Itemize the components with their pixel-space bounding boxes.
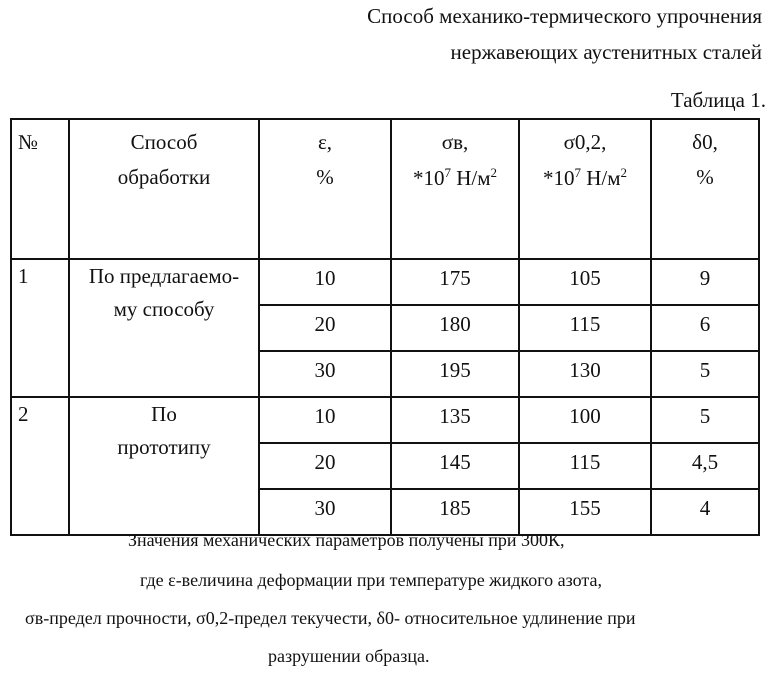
note-line-1: Значения механических параметров получены при 300К, [128, 530, 565, 550]
header-method [69, 119, 259, 259]
delta-cell: 4 [651, 489, 759, 535]
eps-cell: 30 [259, 489, 391, 535]
sigma-b-cell: 180 [391, 305, 519, 351]
sigma-02-cell: 100 [519, 397, 651, 443]
sigma-02-cell: 105 [519, 259, 651, 305]
document-title-line-2: нержавеющих аустенитных сталей [450, 40, 762, 64]
delta-cell: 9 [651, 259, 759, 305]
note-line-4: разрушении образца. [268, 646, 430, 666]
note-line-3: σв-предел прочности, σ0,2-предел текучести, δ0- относительное удлинение при [25, 608, 636, 628]
group-method-cell: По предлагаемо- му способу [69, 259, 259, 397]
header-method-line2: обработки [117, 165, 211, 189]
sigma-b-cell: 175 [391, 259, 519, 305]
document-title-line-1: Способ механико-термического упрочнения [367, 4, 762, 28]
results-table [10, 118, 760, 536]
header-sigma-b-unit: $*10^7$ $Н/м^2$ [412, 165, 498, 190]
eps-cell: 20 [259, 305, 391, 351]
note-line-2: где ε-величина деформации при температуре жидкого азота, [140, 570, 603, 590]
delta-cell: 6 [651, 305, 759, 351]
header-delta-line2: % [696, 165, 714, 189]
sigma-b-cell: 185 [391, 489, 519, 535]
header-epsilon-line1: ε, [317, 130, 333, 154]
sigma-02-cell: 115 [519, 305, 651, 351]
delta-cell: 5 [651, 351, 759, 397]
eps-cell: 10 [259, 259, 391, 305]
eps-cell: 20 [259, 443, 391, 489]
header-sigma-b [391, 119, 519, 259]
header-num: № [11, 119, 69, 259]
sigma-b-cell: 145 [391, 443, 519, 489]
header-delta [651, 119, 759, 259]
table-row [11, 259, 759, 305]
group-num-cell: 2 [11, 397, 69, 535]
header-epsilon-line2: % [316, 165, 334, 189]
delta-cell: 5 [651, 397, 759, 443]
sigma-b-cell: 135 [391, 397, 519, 443]
sigma-b-cell: 195 [391, 351, 519, 397]
sigma-02-cell: 155 [519, 489, 651, 535]
header-sigma-02-line1: σ0,2, [563, 130, 607, 154]
header-epsilon [259, 119, 391, 259]
header-sigma-02 [519, 119, 651, 259]
eps-cell: 30 [259, 351, 391, 397]
delta-cell: 4,5 [651, 443, 759, 489]
header-sigma-b-line1: σв, [441, 130, 469, 154]
header-sigma-02-unit: $*10^7$ $Н/м^2$ [542, 165, 628, 190]
header-method-line1: Способ [130, 130, 198, 154]
table-header-row [11, 119, 759, 259]
header-delta-line1: δ0, [692, 130, 718, 154]
group-num-cell: 1 [11, 259, 69, 397]
table-row [11, 397, 759, 443]
sigma-02-cell: 115 [519, 443, 651, 489]
sigma-02-cell: 130 [519, 351, 651, 397]
table-caption: Таблица 1. [670, 88, 766, 112]
eps-cell: 10 [259, 397, 391, 443]
group-method-cell: По прототипу [69, 397, 259, 535]
